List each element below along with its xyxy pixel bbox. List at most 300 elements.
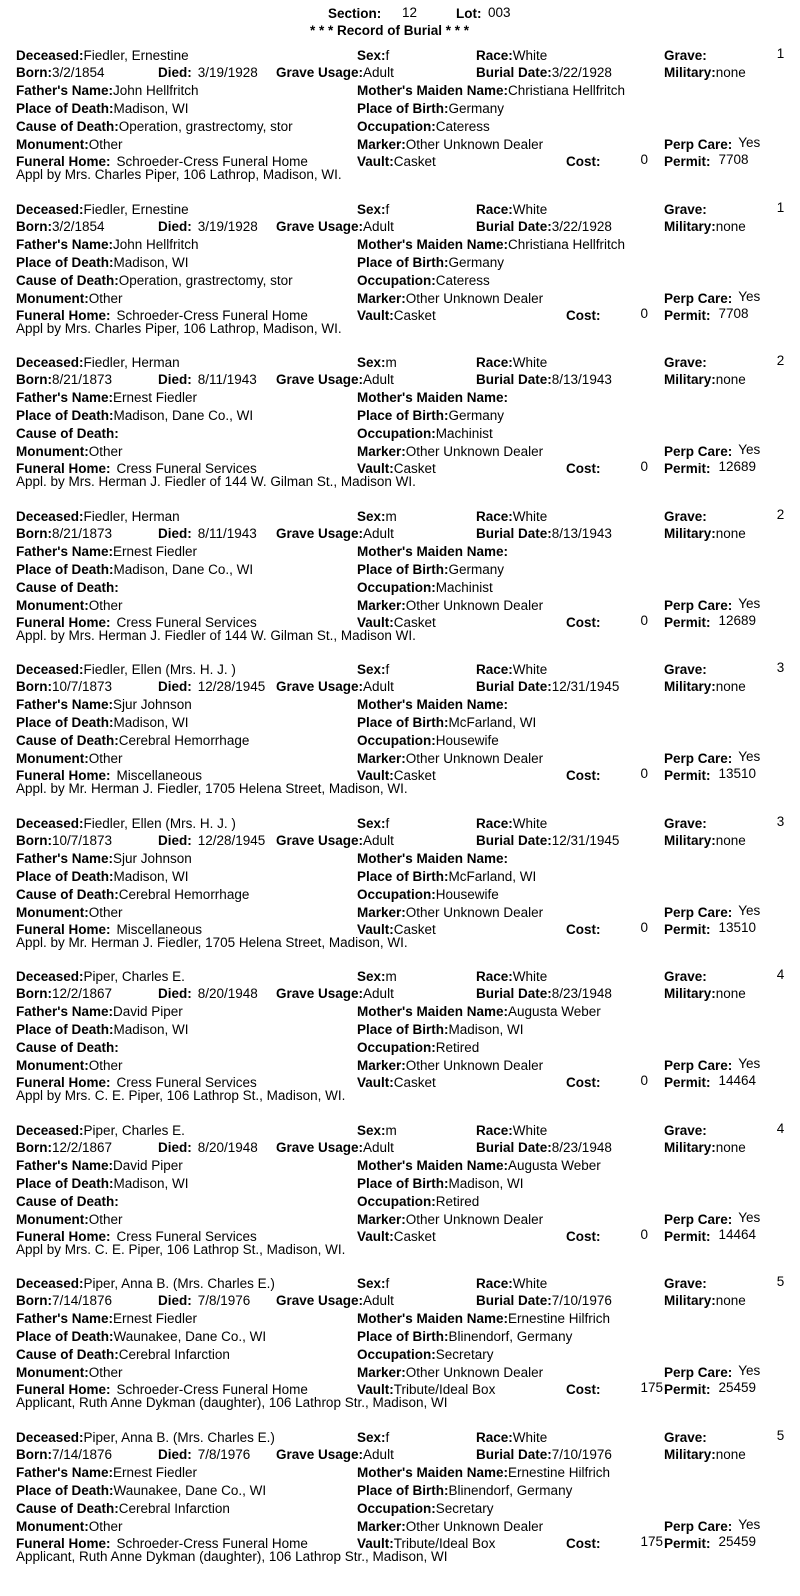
- funeral-home-label: Funeral Home:: [16, 615, 111, 630]
- funeral-home-label: Funeral Home:: [16, 1382, 111, 1397]
- place-of-birth-label: Place of Birth:: [357, 715, 449, 730]
- place-of-death-value: Waunakee, Dane Co., WI: [113, 1483, 267, 1498]
- field-grave-usage: [276, 525, 394, 542]
- field-born: [16, 1139, 112, 1156]
- grave-label: Grave:: [664, 202, 707, 217]
- vault-label: Vault:: [357, 308, 394, 323]
- monument-label: Monument:: [16, 444, 89, 459]
- monument-value: Other: [88, 137, 123, 152]
- mother-label: Mother's Maiden Name:: [357, 1158, 508, 1173]
- died-value: 8/11/1943: [197, 372, 257, 387]
- burial-record: [0, 351, 800, 507]
- vault-value: Casket: [393, 154, 436, 169]
- field-marker: [357, 443, 543, 460]
- field-perp-care: [664, 750, 760, 767]
- field-place-of-birth: [357, 254, 504, 271]
- place-of-death-label: Place of Death:: [16, 715, 114, 730]
- field-died: [158, 64, 258, 81]
- burial-date-label: Burial Date:: [476, 219, 552, 234]
- field-cause-of-death: [16, 886, 313, 903]
- field-place-of-death: [16, 561, 253, 578]
- field-race: [476, 661, 547, 678]
- field-permit: [664, 1535, 756, 1552]
- deceased-label: Deceased:: [16, 662, 84, 677]
- field-born: [16, 218, 105, 235]
- burial-record: [0, 1119, 800, 1275]
- permit-label: Permit:: [664, 615, 711, 630]
- grave-label: Grave:: [664, 48, 707, 63]
- field-place-of-death: [16, 100, 189, 117]
- cost-value: 0: [640, 920, 649, 935]
- military-value: none: [715, 526, 746, 541]
- military-label: Military:: [664, 679, 716, 694]
- sex-value: f: [385, 816, 390, 831]
- field-race: [476, 1275, 547, 1292]
- father-value: Ernest Fiedler: [113, 390, 198, 405]
- race-value: White: [512, 662, 548, 677]
- vault-value: Tribute/Ideal Box: [393, 1536, 496, 1551]
- field-grave: [664, 201, 784, 218]
- field-place-of-birth: [357, 1328, 572, 1345]
- field-marker: [357, 1518, 543, 1535]
- grave-label: Grave:: [664, 662, 707, 677]
- mother-value: Augusta Weber: [508, 1004, 601, 1019]
- occupation-value: Secretary: [435, 1501, 494, 1516]
- field-monument: [16, 136, 123, 153]
- race-label: Race:: [476, 48, 513, 63]
- field-cost: [566, 460, 648, 477]
- field-vault: [357, 1074, 436, 1091]
- monument-value: Other: [88, 598, 123, 613]
- field-died: [158, 525, 257, 542]
- monument-value: Other: [88, 751, 123, 766]
- sex-value: f: [385, 48, 390, 63]
- grave-value: 2: [776, 353, 785, 368]
- field-occupation: [357, 579, 493, 596]
- burial-record: [0, 505, 800, 661]
- perp-care-value: Yes: [738, 1363, 761, 1378]
- field-deceased: [16, 1429, 275, 1446]
- cause-of-death-label: Cause of Death:: [16, 119, 119, 134]
- field-died: [158, 1292, 250, 1309]
- sex-label: Sex:: [357, 662, 386, 677]
- field-place-of-death: [16, 868, 189, 885]
- grave-value: 5: [776, 1428, 785, 1443]
- field-race: [476, 47, 547, 64]
- marker-value: Other Unknown Dealer: [405, 1058, 544, 1073]
- mother-value: Ernestine Hilfrich: [508, 1465, 611, 1480]
- grave-value: 3: [776, 814, 785, 829]
- field-grave-usage: [276, 1139, 394, 1156]
- sex-value: f: [385, 202, 390, 217]
- field-permit: [664, 307, 749, 324]
- burial-date-value: 7/10/1976: [551, 1447, 612, 1462]
- grave-label: Grave:: [664, 1276, 707, 1291]
- grave-usage-label: Grave Usage:: [276, 1293, 364, 1308]
- applicant-note: Appl by Mrs. C. E. Piper, 106 Lathrop St., Madison, WI.: [16, 1088, 346, 1103]
- field-race: [476, 354, 547, 371]
- field-permit: [664, 153, 749, 170]
- marker-value: Other Unknown Dealer: [405, 598, 544, 613]
- funeral-home-label: Funeral Home:: [16, 768, 111, 783]
- grave-usage-label: Grave Usage:: [276, 372, 364, 387]
- funeral-home-value: Cress Funeral Services: [116, 615, 257, 630]
- perp-care-value: Yes: [738, 1056, 761, 1071]
- died-label: Died:: [158, 679, 192, 694]
- deceased-label: Deceased:: [16, 48, 84, 63]
- cost-label: Cost:: [566, 1075, 601, 1090]
- marker-value: Other Unknown Dealer: [405, 751, 544, 766]
- perp-care-value: Yes: [738, 596, 761, 611]
- marker-label: Marker:: [357, 1058, 406, 1073]
- place-of-death-value: Madison, Dane Co., WI: [113, 562, 254, 577]
- died-label: Died:: [158, 219, 192, 234]
- field-place-of-birth: [357, 1021, 524, 1038]
- born-value: 10/7/1873: [52, 679, 113, 694]
- sex-label: Sex:: [357, 509, 386, 524]
- monument-value: Other: [88, 1365, 123, 1380]
- monument-label: Monument:: [16, 291, 89, 306]
- deceased-value: Piper, Charles E.: [83, 969, 185, 984]
- born-label: Born:: [16, 679, 52, 694]
- occupation-label: Occupation:: [357, 1347, 436, 1362]
- field-father: [16, 1157, 183, 1174]
- field-perp-care: [664, 1057, 760, 1074]
- monument-label: Monument:: [16, 905, 89, 920]
- race-value: White: [512, 202, 548, 217]
- field-occupation: [357, 1039, 479, 1056]
- military-value: none: [715, 833, 746, 848]
- vault-value: Casket: [393, 615, 436, 630]
- field-born: [16, 985, 112, 1002]
- field-perp-care: [664, 1364, 760, 1381]
- perp-care-value: Yes: [738, 442, 761, 457]
- grave-usage-label: Grave Usage:: [276, 65, 364, 80]
- field-sex: [357, 661, 389, 678]
- field-mother: [357, 389, 508, 406]
- field-mother: [357, 543, 508, 560]
- father-value: Ernest Fiedler: [113, 1311, 198, 1326]
- military-label: Military:: [664, 1293, 716, 1308]
- marker-label: Marker:: [357, 1519, 406, 1534]
- born-label: Born:: [16, 833, 52, 848]
- place-of-birth-label: Place of Birth:: [357, 869, 449, 884]
- burial-record: [0, 1272, 800, 1428]
- applicant-note: Appl. by Mr. Herman J. Fiedler, 1705 Helena Street, Madison, WI.: [16, 935, 408, 950]
- occupation-value: Housewife: [435, 887, 499, 902]
- occupation-value: Machinist: [435, 580, 493, 595]
- cost-label: Cost:: [566, 768, 601, 783]
- field-occupation: [357, 272, 490, 289]
- permit-value: 13510: [718, 766, 757, 781]
- field-race: [476, 968, 547, 985]
- field-perp-care: [664, 290, 760, 307]
- sex-label: Sex:: [357, 969, 386, 984]
- born-value: 3/2/1854: [52, 65, 105, 80]
- funeral-home-label: Funeral Home:: [16, 308, 111, 323]
- burial-date-value: 7/10/1976: [551, 1293, 612, 1308]
- military-value: none: [715, 65, 746, 80]
- applicant-note: Appl by Mrs. Charles Piper, 106 Lathrop, Madison, WI.: [16, 167, 342, 182]
- deceased-value: Fiedler, Ellen (Mrs. H. J. ): [83, 662, 236, 677]
- marker-label: Marker:: [357, 1212, 406, 1227]
- field-burial-date: [476, 218, 623, 235]
- grave-value: 3: [776, 660, 785, 675]
- field-sex: [357, 201, 389, 218]
- grave-usage-label: Grave Usage:: [276, 833, 364, 848]
- grave-usage-value: Adult: [363, 986, 394, 1001]
- occupation-value: Retired: [435, 1194, 480, 1209]
- race-label: Race:: [476, 662, 513, 677]
- race-value: White: [512, 816, 548, 831]
- field-place-of-birth: [357, 1175, 524, 1192]
- father-label: Father's Name:: [16, 544, 113, 559]
- field-burial-date: [476, 678, 623, 695]
- burial-date-value: 8/23/1948: [551, 1140, 612, 1155]
- monument-label: Monument:: [16, 598, 89, 613]
- monument-value: Other: [88, 1519, 123, 1534]
- mother-value: Christiana Hellfritch: [508, 237, 626, 252]
- place-of-death-label: Place of Death:: [16, 255, 114, 270]
- field-deceased: [16, 815, 236, 832]
- field-sex: [357, 47, 389, 64]
- monument-value: Other: [88, 905, 123, 920]
- field-grave: [664, 47, 784, 64]
- grave-usage-label: Grave Usage:: [276, 679, 364, 694]
- father-value: John Hellfritch: [113, 237, 199, 252]
- field-burial-date: [476, 525, 623, 542]
- perp-care-label: Perp Care:: [664, 1212, 733, 1227]
- field-cost: [566, 1381, 663, 1398]
- field-occupation: [357, 732, 499, 749]
- grave-label: Grave:: [664, 355, 707, 370]
- place-of-birth-label: Place of Birth:: [357, 1483, 449, 1498]
- mother-value: Ernestine Hilfrich: [508, 1311, 611, 1326]
- permit-value: 25459: [718, 1534, 757, 1549]
- permit-value: 7708: [718, 152, 749, 167]
- field-monument: [16, 904, 123, 921]
- military-label: Military:: [664, 65, 716, 80]
- perp-care-value: Yes: [738, 135, 761, 150]
- field-cost: [566, 1074, 648, 1091]
- place-of-death-value: Madison, Dane Co., WI: [113, 408, 254, 423]
- grave-usage-label: Grave Usage:: [276, 986, 364, 1001]
- field-place-of-birth: [357, 868, 536, 885]
- father-value: Ernest Fiedler: [113, 1465, 198, 1480]
- field-died: [158, 985, 258, 1002]
- place-of-birth-label: Place of Birth:: [357, 1022, 449, 1037]
- field-died: [158, 678, 265, 695]
- sex-value: f: [385, 1276, 390, 1291]
- race-value: White: [512, 48, 548, 63]
- cause-of-death-label: Cause of Death:: [16, 1347, 119, 1362]
- permit-value: 14464: [718, 1073, 757, 1088]
- permit-label: Permit:: [664, 308, 711, 323]
- deceased-value: Fiedler, Ellen (Mrs. H. J. ): [83, 816, 236, 831]
- field-deceased: [16, 354, 180, 371]
- burial-date-label: Burial Date:: [476, 833, 552, 848]
- field-permit: [664, 1228, 756, 1245]
- grave-usage-value: Adult: [363, 219, 394, 234]
- field-burial-date: [476, 1139, 623, 1156]
- vault-label: Vault:: [357, 1536, 394, 1551]
- perp-care-label: Perp Care:: [664, 291, 733, 306]
- field-occupation: [357, 1500, 494, 1517]
- vault-value: Casket: [393, 922, 436, 937]
- sex-label: Sex:: [357, 1123, 386, 1138]
- field-grave-usage: [276, 832, 394, 849]
- father-value: Ernest Fiedler: [113, 544, 198, 559]
- funeral-home-value: Schroeder-Cress Funeral Home: [116, 308, 308, 323]
- field-born: [16, 678, 112, 695]
- field-place-of-birth: [357, 1482, 572, 1499]
- grave-label: Grave:: [664, 816, 707, 831]
- deceased-label: Deceased:: [16, 816, 84, 831]
- father-value: David Piper: [113, 1004, 183, 1019]
- field-perp-care: [664, 1518, 760, 1535]
- burial-date-label: Burial Date:: [476, 1447, 552, 1462]
- place-of-death-value: Madison, WI: [113, 255, 189, 270]
- died-label: Died:: [158, 372, 192, 387]
- born-label: Born:: [16, 65, 52, 80]
- lot-value: 003: [488, 5, 511, 20]
- permit-value: 14464: [718, 1227, 757, 1242]
- cause-of-death-value: Cerebral Infarction: [118, 1501, 230, 1516]
- field-mother: [357, 236, 625, 253]
- cause-of-death-label: Cause of Death:: [16, 273, 119, 288]
- field-race: [476, 1429, 547, 1446]
- field-place-of-birth: [357, 407, 504, 424]
- applicant-note: Appl. by Mr. Herman J. Fiedler, 1705 Helena Street, Madison, WI.: [16, 781, 408, 796]
- grave-usage-label: Grave Usage:: [276, 526, 364, 541]
- field-military: [664, 1292, 746, 1309]
- deceased-label: Deceased:: [16, 1430, 84, 1445]
- father-value: Sjur Johnson: [113, 697, 192, 712]
- section-label: Section:: [328, 6, 382, 21]
- field-burial-date: [476, 1446, 623, 1463]
- field-cause-of-death: [16, 272, 313, 289]
- died-value: 8/11/1943: [197, 526, 257, 541]
- field-mother: [357, 696, 508, 713]
- burial-record: [0, 198, 800, 354]
- funeral-home-value: Cress Funeral Services: [116, 1229, 257, 1244]
- place-of-death-label: Place of Death:: [16, 1483, 114, 1498]
- race-value: White: [512, 969, 548, 984]
- field-place-of-birth: [357, 714, 536, 731]
- place-of-death-value: Madison, WI: [113, 101, 189, 116]
- permit-label: Permit:: [664, 922, 711, 937]
- mother-label: Mother's Maiden Name:: [357, 544, 508, 559]
- deceased-value: Fiedler, Ernestine: [83, 202, 189, 217]
- monument-value: Other: [88, 291, 123, 306]
- died-label: Died:: [158, 65, 192, 80]
- vault-label: Vault:: [357, 1382, 394, 1397]
- monument-label: Monument:: [16, 751, 89, 766]
- marker-value: Other Unknown Dealer: [405, 1212, 544, 1227]
- died-label: Died:: [158, 1447, 192, 1462]
- race-label: Race:: [476, 202, 513, 217]
- cause-of-death-label: Cause of Death:: [16, 580, 119, 595]
- race-label: Race:: [476, 1123, 513, 1138]
- occupation-label: Occupation:: [357, 1501, 436, 1516]
- field-marker: [357, 1364, 543, 1381]
- deceased-label: Deceased:: [16, 509, 84, 524]
- field-place-of-death: [16, 1482, 266, 1499]
- born-label: Born:: [16, 526, 52, 541]
- born-value: 12/2/1867: [52, 986, 113, 1001]
- field-place-of-birth: [357, 100, 504, 117]
- born-value: 8/21/1873: [52, 526, 113, 541]
- mother-value: Christiana Hellfritch: [508, 83, 626, 98]
- cost-value: 175: [640, 1534, 664, 1549]
- marker-label: Marker:: [357, 905, 406, 920]
- permit-label: Permit:: [664, 1536, 711, 1551]
- field-cause-of-death: [16, 1500, 313, 1517]
- funeral-home-value: Miscellaneous: [116, 922, 203, 937]
- permit-label: Permit:: [664, 1382, 711, 1397]
- cost-value: 0: [640, 306, 649, 321]
- field-marker: [357, 597, 543, 614]
- occupation-label: Occupation:: [357, 273, 436, 288]
- field-father: [16, 543, 197, 560]
- field-occupation: [357, 886, 499, 903]
- field-deceased: [16, 201, 189, 218]
- vault-value: Casket: [393, 308, 436, 323]
- place-of-birth-value: Blinendorf, Germany: [448, 1329, 573, 1344]
- occupation-value: Secretary: [435, 1347, 494, 1362]
- field-place-of-death: [16, 1175, 189, 1192]
- field-military: [664, 985, 746, 1002]
- field-place-of-birth: [357, 561, 504, 578]
- field-father: [16, 696, 192, 713]
- military-label: Military:: [664, 372, 716, 387]
- grave-usage-value: Adult: [363, 679, 394, 694]
- permit-value: 12689: [718, 459, 757, 474]
- military-label: Military:: [664, 1140, 716, 1155]
- monument-label: Monument:: [16, 1058, 89, 1073]
- perp-care-label: Perp Care:: [664, 1365, 733, 1380]
- grave-usage-value: Adult: [363, 526, 394, 541]
- sex-label: Sex:: [357, 48, 386, 63]
- died-value: 7/8/1976: [197, 1293, 251, 1308]
- race-value: White: [512, 1276, 548, 1291]
- perp-care-label: Perp Care:: [664, 905, 733, 920]
- race-value: White: [512, 355, 548, 370]
- field-cause-of-death: [16, 1039, 313, 1056]
- field-military: [664, 1446, 746, 1463]
- place-of-death-label: Place of Death:: [16, 101, 114, 116]
- cost-value: 0: [640, 152, 649, 167]
- grave-usage-value: Adult: [363, 372, 394, 387]
- monument-label: Monument:: [16, 1365, 89, 1380]
- place-of-birth-value: Germany: [448, 255, 505, 270]
- cost-label: Cost:: [566, 308, 601, 323]
- grave-value: 4: [776, 1121, 785, 1136]
- funeral-home-value: Cress Funeral Services: [116, 461, 257, 476]
- place-of-death-label: Place of Death:: [16, 408, 114, 423]
- applicant-note: Appl. by Mrs. Herman J. Fiedler of 144 W. Gilman St., Madison WI.: [16, 474, 416, 489]
- field-place-of-death: [16, 714, 189, 731]
- vault-value: Casket: [393, 1075, 436, 1090]
- field-marker: [357, 750, 543, 767]
- permit-label: Permit:: [664, 768, 711, 783]
- field-cost: [566, 307, 648, 324]
- field-sex: [357, 508, 397, 525]
- place-of-death-value: Madison, WI: [113, 1176, 189, 1191]
- sex-label: Sex:: [357, 202, 386, 217]
- deceased-label: Deceased:: [16, 969, 84, 984]
- occupation-value: Machinist: [435, 426, 493, 441]
